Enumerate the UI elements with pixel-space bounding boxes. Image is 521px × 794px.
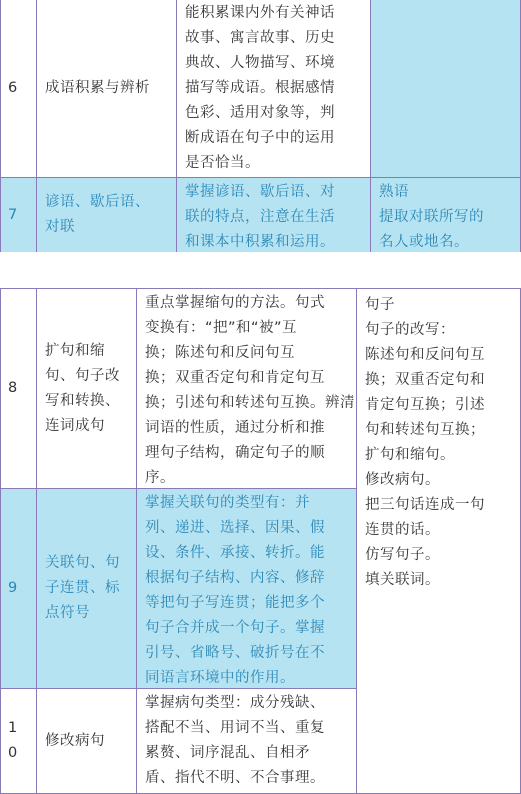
row9-desc-line: 根据句子结构、内容、修辞 xyxy=(145,570,325,586)
row9-desc-line: 等把句子写连贯；能把多个 xyxy=(145,595,325,611)
row10-desc-line: 累赘、词序混乱、自相矛 xyxy=(145,745,310,761)
row6-number: 6 xyxy=(8,79,18,96)
row8-desc-line: 重点掌握缩句的方法。句式 xyxy=(145,295,325,311)
row8-name-line: 扩句和缩 xyxy=(45,342,105,359)
row7-name-cell xyxy=(36,177,177,253)
row7-name-line: 谚语、歇后语、 xyxy=(45,194,150,210)
row9-desc-line: 掌握关联句的类型有：并 xyxy=(145,495,310,511)
row7-number: 7 xyxy=(8,206,18,223)
row8-desc-line: 换；引述句和转述句互换。辨清 xyxy=(145,395,355,411)
row6-desc-line: 描写等成语。根据感情 xyxy=(185,80,335,96)
row9-name-cell xyxy=(36,488,137,689)
row9-number: 9 xyxy=(8,580,18,596)
row7-extra-cell xyxy=(370,177,521,253)
row6-desc-line: 断成语在句子中的运用 xyxy=(185,130,335,146)
row6-desc-line: 是否恰当。 xyxy=(185,155,260,171)
row9-desc-line: 同语言环境中的作用。 xyxy=(145,670,295,686)
merged-extra-line: 肯定句互换；引述 xyxy=(365,397,485,413)
row8-desc-line: 词语的性质，通过分析和推 xyxy=(145,420,325,436)
row7-extra-line: 熟语 xyxy=(379,184,409,200)
row8-number: 8 xyxy=(8,380,18,396)
row10-number-cell xyxy=(0,688,37,794)
row10-number-line: 0 xyxy=(8,745,18,761)
row7-description-cell xyxy=(176,177,371,253)
row8-desc-line: 换；双重否定句和肯定句互 xyxy=(145,370,325,386)
row6-description-cell xyxy=(176,0,371,178)
row8-desc-line: 变换有：“把”和“被”互 xyxy=(145,320,298,336)
row6-desc-line: 故事、寓言故事、历史 xyxy=(185,30,335,46)
row9-name-line: 点符号 xyxy=(45,605,90,621)
row7-desc-line: 掌握谚语、歇后语、对 xyxy=(185,184,335,200)
merged-extra-line: 连贯的话。 xyxy=(365,522,440,538)
row8-desc-line: 序。 xyxy=(145,470,175,486)
row9-desc-line: 设、条件、承接、转折。能 xyxy=(145,545,325,561)
row6-desc-line: 色彩、适用对象等，判 xyxy=(185,105,335,121)
row8-name-line: 句、句子改 xyxy=(45,367,120,384)
row7-desc-line: 联的特点，注意在生活 xyxy=(185,209,335,225)
row9-desc-line: 引号、省略号、破折号在不 xyxy=(145,645,325,661)
row8-desc-line: 理句子结构，确定句子的顺 xyxy=(145,445,325,461)
row7-number-cell xyxy=(0,177,37,253)
merged-extra-line: 句和转述句互换； xyxy=(365,422,485,438)
merged-extra-cell xyxy=(356,288,521,794)
row10-name: 修改病句 xyxy=(45,732,105,749)
row9-name-line: 关联句、句 xyxy=(45,555,120,571)
merged-extra-line: 仿写句子。 xyxy=(365,547,440,563)
row8-desc-line: 换；陈述句和反问句互 xyxy=(145,345,295,361)
row6-desc-line: 能积累课内外有关神话 xyxy=(185,5,335,21)
row8-name-line: 写和转换、 xyxy=(45,392,120,409)
row10-desc-line: 搭配不当、用词不当、重复 xyxy=(145,720,325,736)
row10-description-cell xyxy=(136,688,357,794)
row7-extra-line: 名人或地名。 xyxy=(379,234,469,250)
row6-extra-cell xyxy=(370,0,521,178)
row6-desc-line: 典故、人物描写、环境 xyxy=(185,55,335,71)
row6-name: 成语积累与辨析 xyxy=(45,79,150,96)
row7-desc-line: 和课本中积累和运用。 xyxy=(185,234,335,250)
row8-description-cell xyxy=(136,288,357,489)
row10-desc-line: 盾、指代不明、不合事理。 xyxy=(145,770,325,786)
row7-extra-line: 提取对联所写的 xyxy=(379,209,484,225)
row9-number-cell xyxy=(0,488,37,689)
merged-extra-line: 句子的改写： xyxy=(365,322,455,338)
table-gap xyxy=(0,252,521,288)
row8-name-line: 连词成句 xyxy=(45,417,105,434)
row6-name-cell xyxy=(36,0,177,178)
merged-extra-line: 扩句和缩句。 xyxy=(365,447,455,463)
row10-name-cell xyxy=(36,688,137,794)
row10-number-line: 1 xyxy=(8,720,18,736)
row6-number-cell xyxy=(0,0,37,178)
row8-number-cell xyxy=(0,288,37,489)
merged-extra-line: 陈述句和反问句互 xyxy=(365,347,485,363)
row9-name-line: 子连贯、标 xyxy=(45,580,120,596)
row9-description-cell xyxy=(136,488,357,689)
merged-extra-line: 句子 xyxy=(365,297,395,313)
merged-extra-line: 修改病句。 xyxy=(365,472,440,488)
row10-desc-line: 掌握病句类型：成分残缺、 xyxy=(145,695,325,711)
row9-desc-line: 句子合并成一个句子。掌握 xyxy=(145,620,325,636)
merged-extra-line: 把三句话连成一句 xyxy=(365,497,485,513)
row8-name-cell xyxy=(36,288,137,489)
row7-name-line: 对联 xyxy=(45,219,75,235)
row9-desc-line: 列、递进、选择、因果、假 xyxy=(145,520,325,536)
merged-extra-line: 换；双重否定句和 xyxy=(365,372,485,388)
merged-extra-line: 填关联词。 xyxy=(365,572,440,588)
